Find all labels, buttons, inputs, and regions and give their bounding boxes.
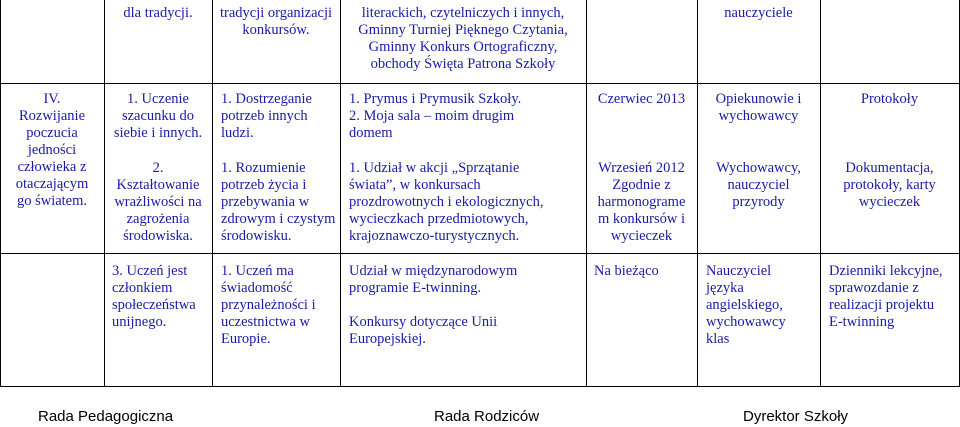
term-cell-1: Czerwiec 2013 <box>597 91 686 107</box>
signature-parents-council: Rada Rodziców <box>434 408 540 425</box>
col-line-2 <box>212 0 213 387</box>
row-line-top-section <box>0 83 960 84</box>
term-cell-2: Wrzesień 2012 Zgodnie z harmonograme m konkursów i wycieczek <box>597 160 686 244</box>
goal-cell-3: 3. Uczeń jest członkiem społeczeństwa unijnego. <box>112 263 196 330</box>
task-cell-3: 1. Uczeń ma świadomość przynależności i uczestnictwa w Europie. <box>221 263 316 347</box>
top-row-cell-1: dla tradycji. <box>123 5 193 21</box>
area-label: IV. Rozwijanie poczucia jedności człowieka z otaczającym go światem. <box>15 91 89 209</box>
goal-cell-2: 2. Kształtowanie wrażliwości na zagrożenia środowiska. <box>114 160 202 244</box>
forms-cell-2: 1. Udział w akcji „Sprzątanie świata”, w konkursach prozdrowotnych i ekologicznych, wycieczkach przedmiotowych, krajoznawczo-turystycznych. <box>349 160 544 244</box>
responsible-cell-2: Wychowawcy, nauczyciel przyrody <box>716 160 801 210</box>
evaluation-cell-1: Protokoły <box>860 91 919 107</box>
task-cell-1: 1. Dostrzeganie potrzeb innych ludzi. <box>221 91 312 141</box>
responsible-cell-1: Opiekunowie i wychowawcy <box>715 91 802 124</box>
top-row-cell-6: nauczyciele <box>724 5 793 21</box>
forms-cell-1: 1. Prymus i Prymusik Szkoły. 2. Moja sala – moim drugim domem <box>349 91 522 141</box>
task-cell-2: 1. Rozumienie potrzeb życia i przebywania w zdrowym i czystym środowisku. <box>221 160 336 244</box>
signature-director: Dyrektor Szkoły <box>743 408 849 425</box>
evaluation-cell-3: Dzienniki lekcyjne, sprawozdanie z realizacji projektu E-twinning <box>829 263 943 330</box>
top-row-cell-2: tradycji organizacji konkursów. <box>219 5 333 38</box>
top-row-cell-4: literackich, czytelniczych i innych, Gminny Turniej Pięknego Czytania, Gminny Konkurs Ortograficzny, obchody Święta Patrona Szkoły <box>358 5 568 72</box>
row-line-bottom <box>0 386 960 387</box>
responsible-cell-3: Nauczyciel języka angielskiego, wychowawcy klas <box>706 263 786 347</box>
term-cell-3: Na bieżąco <box>594 263 659 279</box>
forms-cell-3: Udział w międzynarodowym programie E-twinning. Konkursy dotyczące Unii Europejskiej. <box>349 263 518 347</box>
goal-cell-1: 1. Uczenie szacunku do siebie i innych. <box>113 91 203 141</box>
row-line-section-iv <box>0 253 960 254</box>
evaluation-cell-2: Dokumentacja, protokoły, karty wycieczek <box>843 160 936 210</box>
signature-pedagogical-council: Rada Pedagogiczna <box>38 408 174 425</box>
